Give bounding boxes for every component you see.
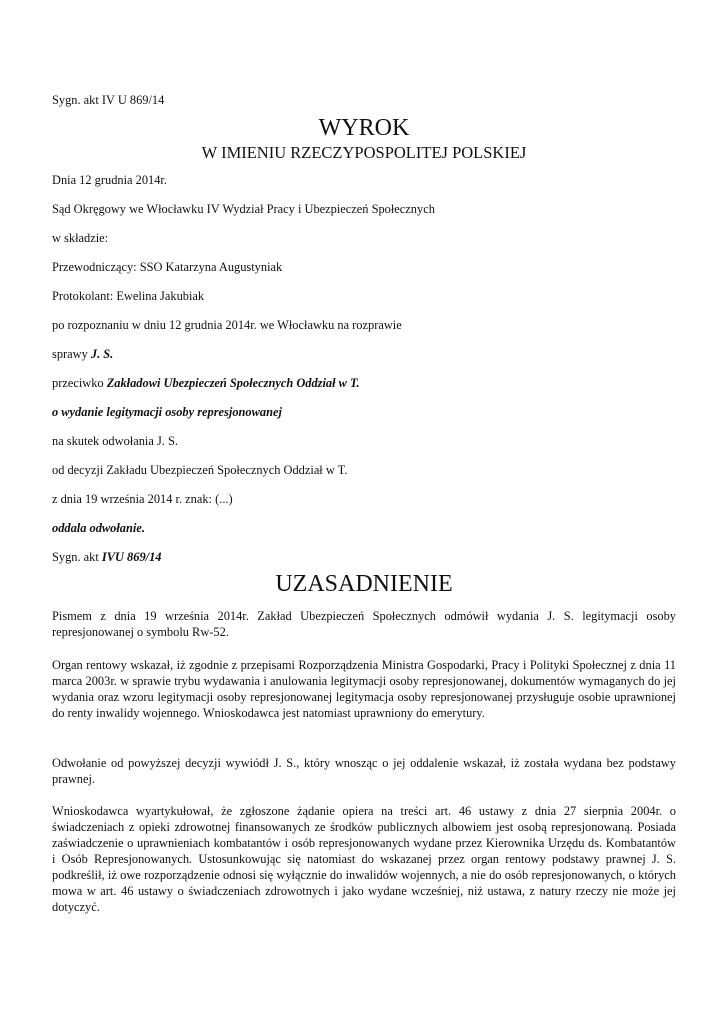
case-signature: Sygn. akt IV U 869/14 <box>52 93 165 107</box>
case-line <box>52 346 113 362</box>
against-prefix: przeciwko <box>52 376 107 390</box>
ruling: oddala odwołanie. <box>52 521 145 535</box>
justification-paragraph-4: Wnioskodawca wyartykułował, że zgłoszone żądanie opiera na treści art. 46 ustawy z dnia 27 sierpnia 2004r. o świadczeniach z opieki zdrowotnej finansowanych ze środków publicznych albowiem jest osobą represjonowaną. Posiada zaświadczenie o uprawnieniach kombatantów i osób represjonowanych wydane przez Kierownika Urzędu ds. Kombatantów i Osób Represjonowanych. Ustosunkowując się natomiast do wskazanej przez organ rentowy podstawy prawnej J. S. podkreślił, iż owe rozporządzenie odnosi się wyłącznie do inwalidów wojennych, a nie do osób represjonowanych, o których mowa w art. 46 ustawy o świadczeniach zdrowotnych i jako wydane wcześniej, niż ustawa, z natury rzeczy nie może jej dotyczyć. <box>52 804 676 914</box>
justification-signature <box>52 549 161 565</box>
appeal-info: na skutek odwołania J. S. <box>52 434 178 448</box>
justification-signature-prefix: Sygn. akt <box>52 550 102 564</box>
court-name: Sąd Okręgowy we Włocławku IV Wydział Pracy i Ubezpieczeń Społecznych <box>52 202 435 216</box>
hearing-info: po rozpoznaniu w dniu 12 grudnia 2014r. we Włocławku na rozprawie <box>52 318 402 332</box>
against-party: Zakładowi Ubezpieczeń Społecznych Oddział w T. <box>106 376 360 390</box>
court-clerk: Protokolant: Ewelina Jakubiak <box>52 289 205 303</box>
case-prefix: sprawy <box>52 347 91 361</box>
case-party: J. S. <box>90 347 114 361</box>
decision-date: z dnia 19 września 2014 r. znak: (...) <box>52 492 233 506</box>
justification-title: UZASADNIENIE <box>275 571 453 597</box>
verdict-title: WYROK <box>318 115 410 141</box>
justification-paragraph-1: Pismem z dnia 19 września 2014r. Zakład Ubezpieczeń Społecznych odmówił wydania J. S. legitymacji osoby represjonowanej o symbolu Rw-52. <box>52 609 676 639</box>
verdict-subtitle: W IMIENIU RZECZYPOSPOLITEJ POLSKIEJ <box>201 143 527 162</box>
decision-of: od decyzji Zakładu Ubezpieczeń Społecznych Oddział w T. <box>52 463 348 477</box>
justification-paragraph-2: Organ rentowy wskazał, iż zgodnie z przepisami Rozporządzenia Ministra Gospodarki, Pracy i Polityki Społecznej z dnia 11 marca 2003r. w sprawie trybu wydawania i anulowania legitymacji osoby represjonowanej, dokumentów wymaganych do jej wydania oraz wzoru legitymacji osoby represjonowanej legitymacja osoby represjonowanej przysługuje osobie uprawnionej do renty inwalidy wojennego. Wnioskodawca jest natomiast uprawniony do emerytury. <box>52 658 676 720</box>
justification-paragraph-3: Odwołanie od powyższej decyzji wywiódł J. S., który wnosząc o jej oddalenie wskazał, iż została wydana bez podstawy prawnej. <box>52 756 676 786</box>
verdict-date: Dnia 12 grudnia 2014r. <box>52 173 167 187</box>
presiding-judge: Przewodniczący: SSO Katarzyna Augustyniak <box>52 260 283 274</box>
case-subject: o wydanie legitymacji osoby represjonowanej <box>52 405 282 419</box>
against-line <box>52 375 360 391</box>
composition-label: w składzie: <box>52 231 109 245</box>
justification-signature-value: IVU 869/14 <box>101 550 162 564</box>
